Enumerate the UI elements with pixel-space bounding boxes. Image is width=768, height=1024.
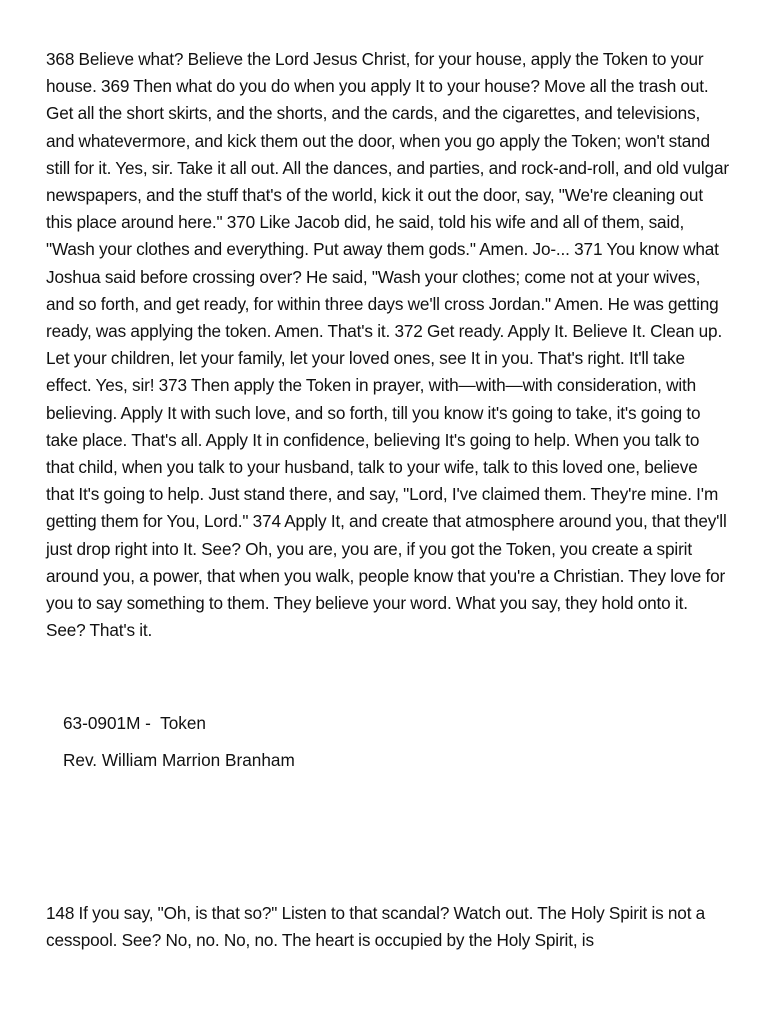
sermon-citation-code: 63-0901M - Token	[63, 713, 206, 733]
sermon-citation-author: Rev. William Marrion Branham	[63, 750, 295, 770]
quote-paragraph-368-374: 368 Believe what? Believe the Lord Jesus Christ, for your house, apply the Token to your house. 369 Then what do you do when you apply It to your house? Move all the trash out. Get all the short skirts, and the shorts, and the cards, and the cigarettes, and televisions, and whatevermore, and kick them out the door, when you go apply the Token; won't stand still for it. Yes, sir. Take it all out. All the dances, and parties, and rock-and-roll, and old vulgar newspapers, and the stuff that's of the world, kick it out the door, say, "We're cleaning out this place around here." 370 Like Jacob did, he said, told his wife and all of them, said, "Wash your clothes and everything. Put away them gods." Amen. Jo-... 371 You know what Joshua said before crossing over? He said, "Wash your clothes; come not at your wives, and so forth, and get ready, for within three days we'll cross Jordan." Amen. He was getting ready, was applying the token. Amen. That's it. 372 Get ready. Apply It. Believe It. Clean up. Let your children, let your family, let your loved ones, see It in you. That's right. It'll take effect. Yes, sir! 373 Then apply the Token in prayer, with—with—with consideration, with believing. Apply It with such love, and so forth, till you know it's going to take, it's going to take place. That's all. Apply It in confidence, believing It's going to help. When you talk to that child, when you talk to your husband, talk to your wife, talk to this loved one, believe that It's going to help. Just stand there, and say, "Lord, I've claimed them. They're mine. I'm getting them for You, Lord." 374 Apply It, and create that atmosphere around you, that they'll just drop right into It. See? Oh, you are, you are, if you got the Token, you create a spirit around you, a power, that when you walk, people know that you're a Christian. They love for you to say something to them. They believe your word. What you say, they hold onto it. See? That's it.	[46, 49, 729, 641]
quote-paragraph-148: 148 If you say, "Oh, is that so?" Listen to that scandal? Watch out. The Holy Spirit is not a cesspool. See? No, no. No, no. The heart is occupied by the Holy Spirit, is	[46, 903, 706, 951]
